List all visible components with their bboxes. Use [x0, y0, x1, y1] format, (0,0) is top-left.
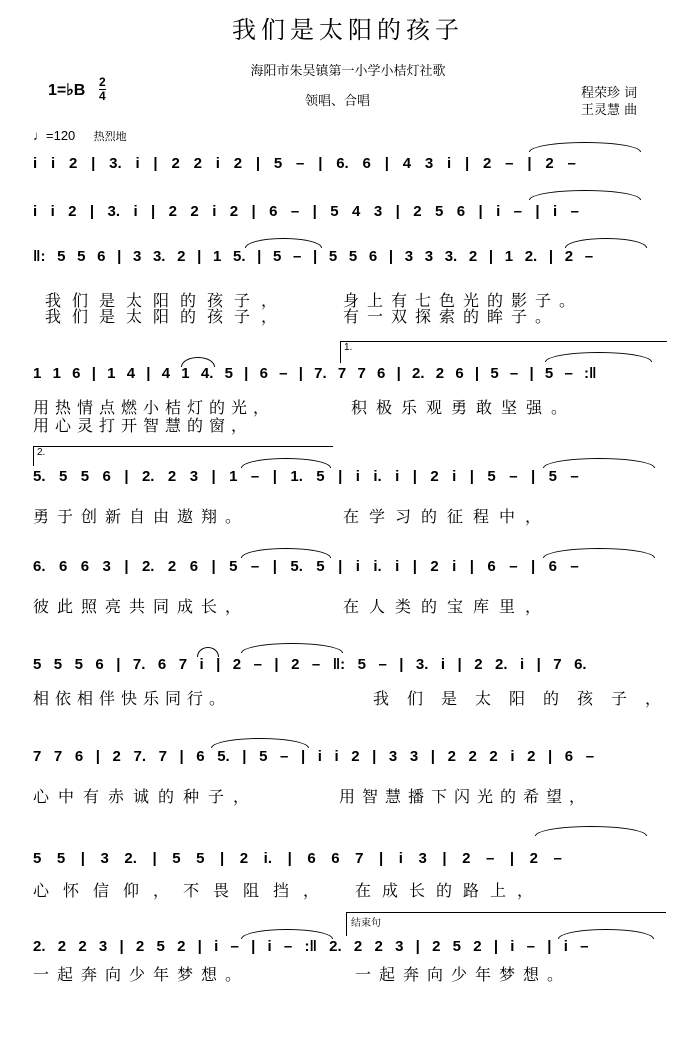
lyric-phrase: 在人类的宝库里， [343, 597, 552, 616]
lyric-line-1 [33, 784, 667, 804]
lyric-phrase: 彼此照亮共同成长， [33, 597, 250, 616]
lyric-line-1 [33, 962, 667, 982]
lyric-phrase: 相依相伴快乐同行。 [33, 689, 232, 708]
lyric-phrase: 一起奔向少年梦想。 [33, 965, 250, 984]
lyric-phrase: 有一双探索的眸子。 [343, 307, 560, 326]
lyric-phrase: 积极乐观勇敢坚强。 [351, 398, 577, 417]
notation-text: 5. 5 5 6 | 2. 2 3 | 1 – | 1. 5 | i i. i | 2 i | 5 – | 5 – [33, 468, 579, 485]
lyric-line-1 [33, 395, 667, 415]
tie-arc [545, 352, 652, 362]
time-signature-top: 2 [99, 75, 106, 89]
notation-text: 6. 6 6 3 | 2. 2 6 | 5 – | 5. 5 | i i. i | 2 i | 6 – | 6 – [33, 558, 579, 575]
lyric-phrase: 用热情点燃小桔灯的光， [33, 398, 276, 417]
notation-text: i i 2 | 3. i | 2 2 i 2 | 5 – | 6. 6 | 4 3 i | 2 – | 2 – [33, 155, 576, 172]
tempo-expression: 热烈地 [93, 131, 127, 143]
notation-text: 7 7 6 | 2 7. 7 | 6 5. | 5 – | i i 2 | 3 3 | 2 2 2 i 2 | 6 – [33, 748, 595, 765]
lyric-phrase: 我们是太阳的孩子， [373, 689, 680, 708]
ending-line [346, 912, 666, 913]
lyric-line-1 [33, 686, 680, 708]
notation-text: 2. 2 2 3 | 2 5 2 | i – | i – :‖ 2. 2 2 3 | 2 5 2 | i – | i – [33, 938, 589, 955]
tie-arc [241, 643, 343, 653]
tie-arc [529, 190, 641, 200]
lyric-phrase: 勇于创新自由遨翔。 [33, 507, 250, 526]
lyric-phrase: 用智慧播下闪光的希望， [339, 787, 593, 806]
song-subtitle: 海阳市朱吴镇第一小学小桔灯社歌 [250, 64, 446, 79]
notation-row [33, 648, 667, 678]
notation-text: ‖: 5 5 6 | 3 3. 2 | 1 5. | 5 – | 5 5 6 | 3 3 3. 2 | 1 2. | 2 – [33, 248, 594, 265]
tempo-marking [33, 128, 127, 144]
lyric-line-2 [33, 413, 667, 433]
lyric-line-1 [33, 878, 667, 898]
volta-line-1 [340, 341, 667, 342]
lyric-phrase: 身上有七色光的影子。 [343, 291, 584, 310]
tie-arc [535, 826, 647, 836]
lyric-phrase: 在成长的路上， [355, 881, 545, 900]
lyric-phrase: 心中有赤诚的种子， [33, 787, 259, 806]
notation-text: i i 2 | 3. i | 2 2 i 2 | 6 – | 5 4 3 | 2 5 6 | i – | i – [33, 203, 579, 220]
lyric-phrase: 一起奔向少年梦想。 [355, 965, 572, 984]
lyric-phrase: 用心灵打开智慧的窗， [33, 416, 254, 435]
notation-text: 5 5 5 6 | 7. 6 7 i | 2 – | 2 – ‖: 5 – | 3. i | 2 2. i | 7 6. [33, 656, 587, 673]
notation-text: 5 5 | 3 2. | 5 5 | 2 i. | 6 6 7 | i 3 | 2 – | 2 – [33, 850, 562, 867]
volta-label-2: 2. [37, 447, 46, 458]
notation-row [33, 842, 667, 872]
ending-label: 结束句 [351, 918, 381, 929]
tempo-value: ♩=120 [33, 128, 76, 143]
lyric-line-1 [33, 504, 667, 524]
notation-text: 1 1 6 | 1 4 | 4 1 4. 5 | 6 – | 7. 7 7 6 | 2. 2 6 | 5 – | 5 – :‖ [33, 365, 597, 382]
lyric-line-2 [33, 304, 667, 324]
lyric-phrase: 我们是太阳的孩子， [45, 291, 289, 310]
lyric-phrase: 心怀信仰，不畏阻挡， [33, 881, 334, 900]
performance-note: 领唱、合唱 [305, 94, 371, 109]
time-signature [99, 76, 106, 103]
volta-label-1: 1. [344, 342, 353, 353]
time-signature-bottom: 4 [99, 89, 106, 103]
lyric-line-1 [33, 594, 667, 614]
tie-arc [529, 142, 641, 152]
lyricist-credit: 程荣珍 词 [581, 86, 638, 101]
notation-row [33, 740, 667, 770]
composer-credit: 王灵慧 曲 [581, 103, 638, 118]
key-signature: 1=♭B [48, 82, 86, 99]
song-title: 我们是太阳的孩子 [232, 16, 464, 44]
lyric-phrase: 在学习的征程中， [343, 507, 552, 526]
volta-line-2 [33, 446, 333, 447]
lyric-phrase: 我们是太阳的孩子， [45, 307, 289, 326]
